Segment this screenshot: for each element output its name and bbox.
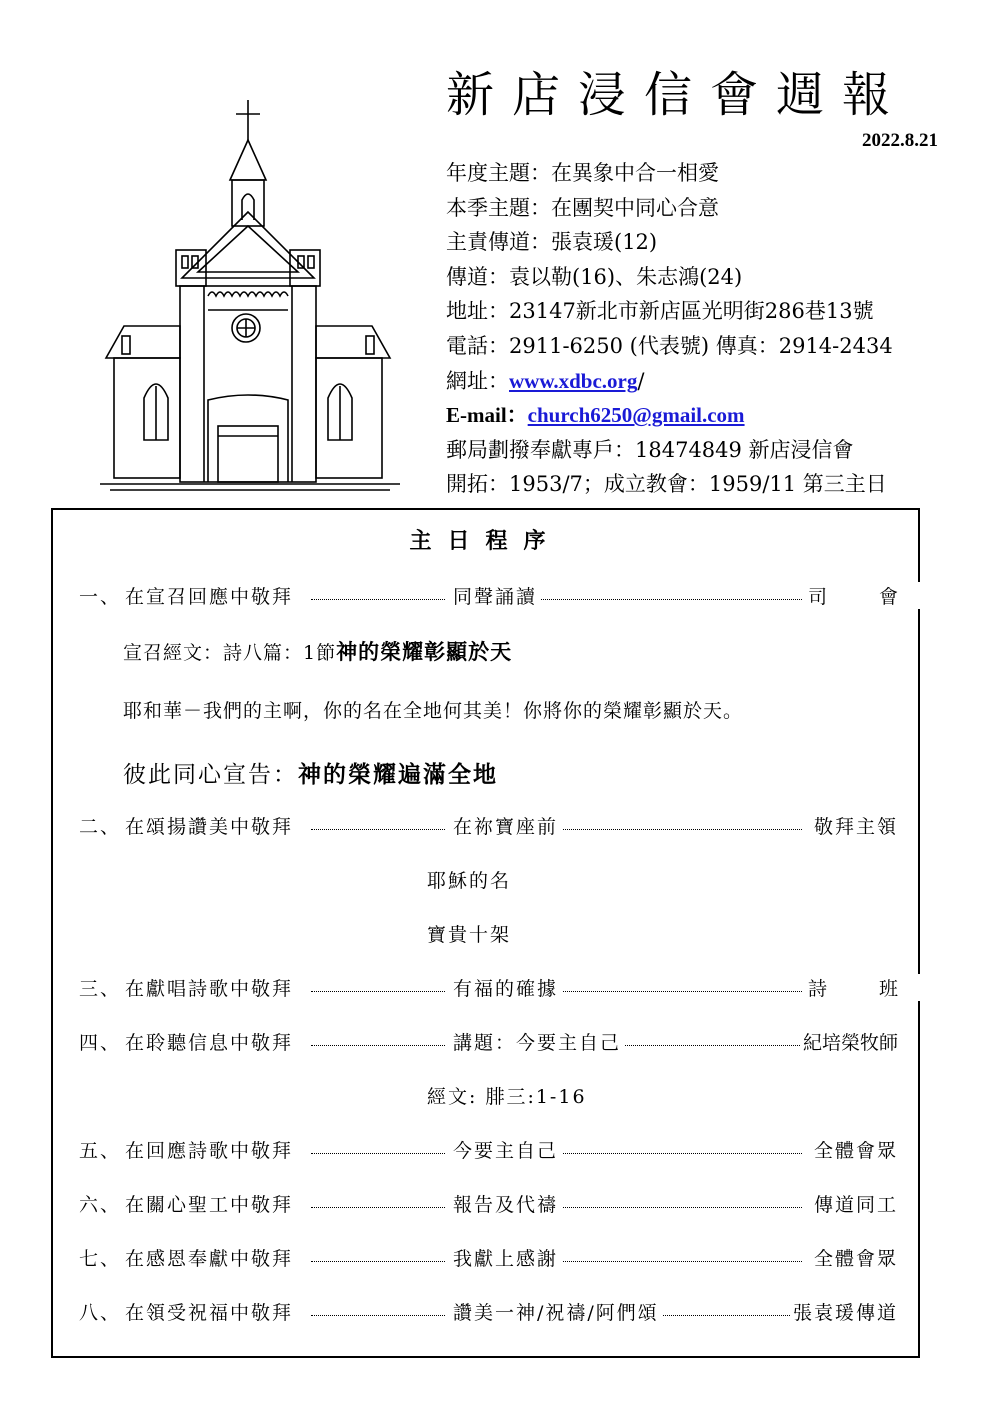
dot-leader — [311, 1153, 445, 1154]
program-row — [79, 812, 898, 842]
church-illustration — [100, 100, 400, 492]
row-item: 我獻上感謝 — [453, 1244, 562, 1271]
row-section: 在獻唱詩歌中敬拜 — [125, 978, 294, 1000]
address: 地址：23147新北市新店區光明街286巷13號 — [446, 299, 874, 324]
program-row — [79, 1136, 898, 1166]
email-label: E-mail： — [446, 403, 528, 428]
call-scripture — [123, 636, 512, 666]
email-row — [446, 398, 893, 433]
row-leader: 全體會眾 — [812, 1136, 898, 1163]
declaration-prefix: 彼此同心宣告： — [123, 762, 298, 788]
row-number: 六、 — [79, 1194, 122, 1216]
row-item: 有福的確據 — [453, 974, 562, 1001]
dot-leader — [311, 1207, 445, 1208]
row-leader: 紀培榮牧師 — [801, 1028, 898, 1055]
sermon-scripture: 經文: 腓三:1-16 — [427, 1086, 587, 1108]
row-number: 三、 — [79, 978, 122, 1000]
program-row — [79, 1298, 898, 1328]
extra-song: 耶穌的名 — [427, 870, 512, 892]
row-item: 講題：今要主自己 — [453, 1028, 625, 1055]
website-suffix: / — [637, 368, 645, 393]
row-section: 在關心聖工中敬拜 — [125, 1194, 294, 1216]
dot-leader — [311, 1261, 445, 1262]
program-row — [79, 1244, 898, 1274]
row-section: 在回應詩歌中敬拜 — [125, 1140, 294, 1162]
dot-leader — [311, 599, 445, 600]
program-box — [51, 508, 950, 1358]
postal-account: 郵局劃撥奉獻專戶：18474849 新店浸信會 — [446, 437, 854, 462]
row-item: 在祢寶座前 — [453, 812, 562, 839]
row-item: 報告及代禱 — [453, 1190, 562, 1217]
row-leader: 敬拜主領 — [812, 812, 898, 839]
row-leader: 傳道同工 — [812, 1190, 898, 1217]
row-number: 二、 — [79, 816, 122, 838]
program-row — [79, 974, 950, 1004]
website-row — [446, 364, 893, 399]
call-scripture-title: 神的榮耀彰顯於天 — [336, 639, 513, 664]
founding: 開拓：1953/7；成立教會：1959/11 第三主日 — [446, 472, 887, 497]
extra-song: 寶貴十架 — [427, 924, 512, 946]
dot-leader — [311, 829, 445, 830]
row-number: 八、 — [79, 1302, 122, 1324]
website-label: 網址： — [446, 368, 509, 393]
row-leader: 張袁瑗傳道 — [791, 1298, 898, 1325]
declaration-title: 神的榮耀遍滿全地 — [298, 761, 498, 788]
row-section: 在感恩奉獻中敬拜 — [125, 1248, 294, 1270]
row-section: 在領受祝福中敬拜 — [125, 1302, 294, 1324]
row-number: 四、 — [79, 1032, 122, 1054]
website-link[interactable]: www.xdbc.org — [509, 368, 638, 393]
church-info — [446, 156, 893, 502]
phone: 電話：2911-6250 (代表號) 傳真：2914-2434 — [446, 333, 893, 358]
row-leader: 詩班 — [806, 974, 950, 1001]
row-item: 同聲誦讀 — [453, 582, 541, 609]
program-title: 主日程序 — [409, 528, 562, 554]
row-section: 在宣召回應中敬拜 — [125, 586, 294, 608]
pastor: 主責傳道：張袁瑗(12) — [446, 230, 658, 255]
declaration — [123, 756, 498, 789]
theme-year: 年度主題：在異象中合一相愛 — [446, 161, 719, 185]
row-leader: 全體會眾 — [812, 1244, 898, 1271]
email-link[interactable]: church6250@gmail.com — [527, 403, 745, 428]
call-scripture-prefix: 宣召經文：詩八篇：1節 — [123, 642, 337, 664]
dot-leader — [311, 1045, 445, 1046]
preachers: 傳道：袁以勒(16)、朱志鴻(24) — [446, 264, 743, 289]
row-leader: 司會 — [806, 582, 950, 609]
row-number: 七、 — [79, 1248, 122, 1270]
row-number: 五、 — [79, 1140, 122, 1162]
row-section: 在聆聽信息中敬拜 — [125, 1032, 294, 1054]
row-item: 讚美一神/祝禱/阿們頌 — [453, 1298, 663, 1325]
bulletin-title: 新店浸信會週報 — [446, 67, 909, 123]
dot-leader — [311, 1315, 445, 1316]
program-row — [79, 1028, 898, 1058]
program-row — [79, 582, 950, 612]
row-section: 在頌揚讚美中敬拜 — [125, 816, 294, 838]
bulletin-date: 2022.8.21 — [862, 130, 938, 151]
program-row — [79, 1190, 898, 1220]
theme-season: 本季主題：在團契中同心合意 — [446, 195, 719, 220]
row-number: 一、 — [79, 586, 122, 608]
call-scripture-text: 耶和華－我們的主啊，你的名在全地何其美！你將你的榮耀彰顯於天。 — [123, 700, 744, 722]
row-item: 今要主自己 — [453, 1136, 562, 1163]
dot-leader — [311, 991, 445, 992]
